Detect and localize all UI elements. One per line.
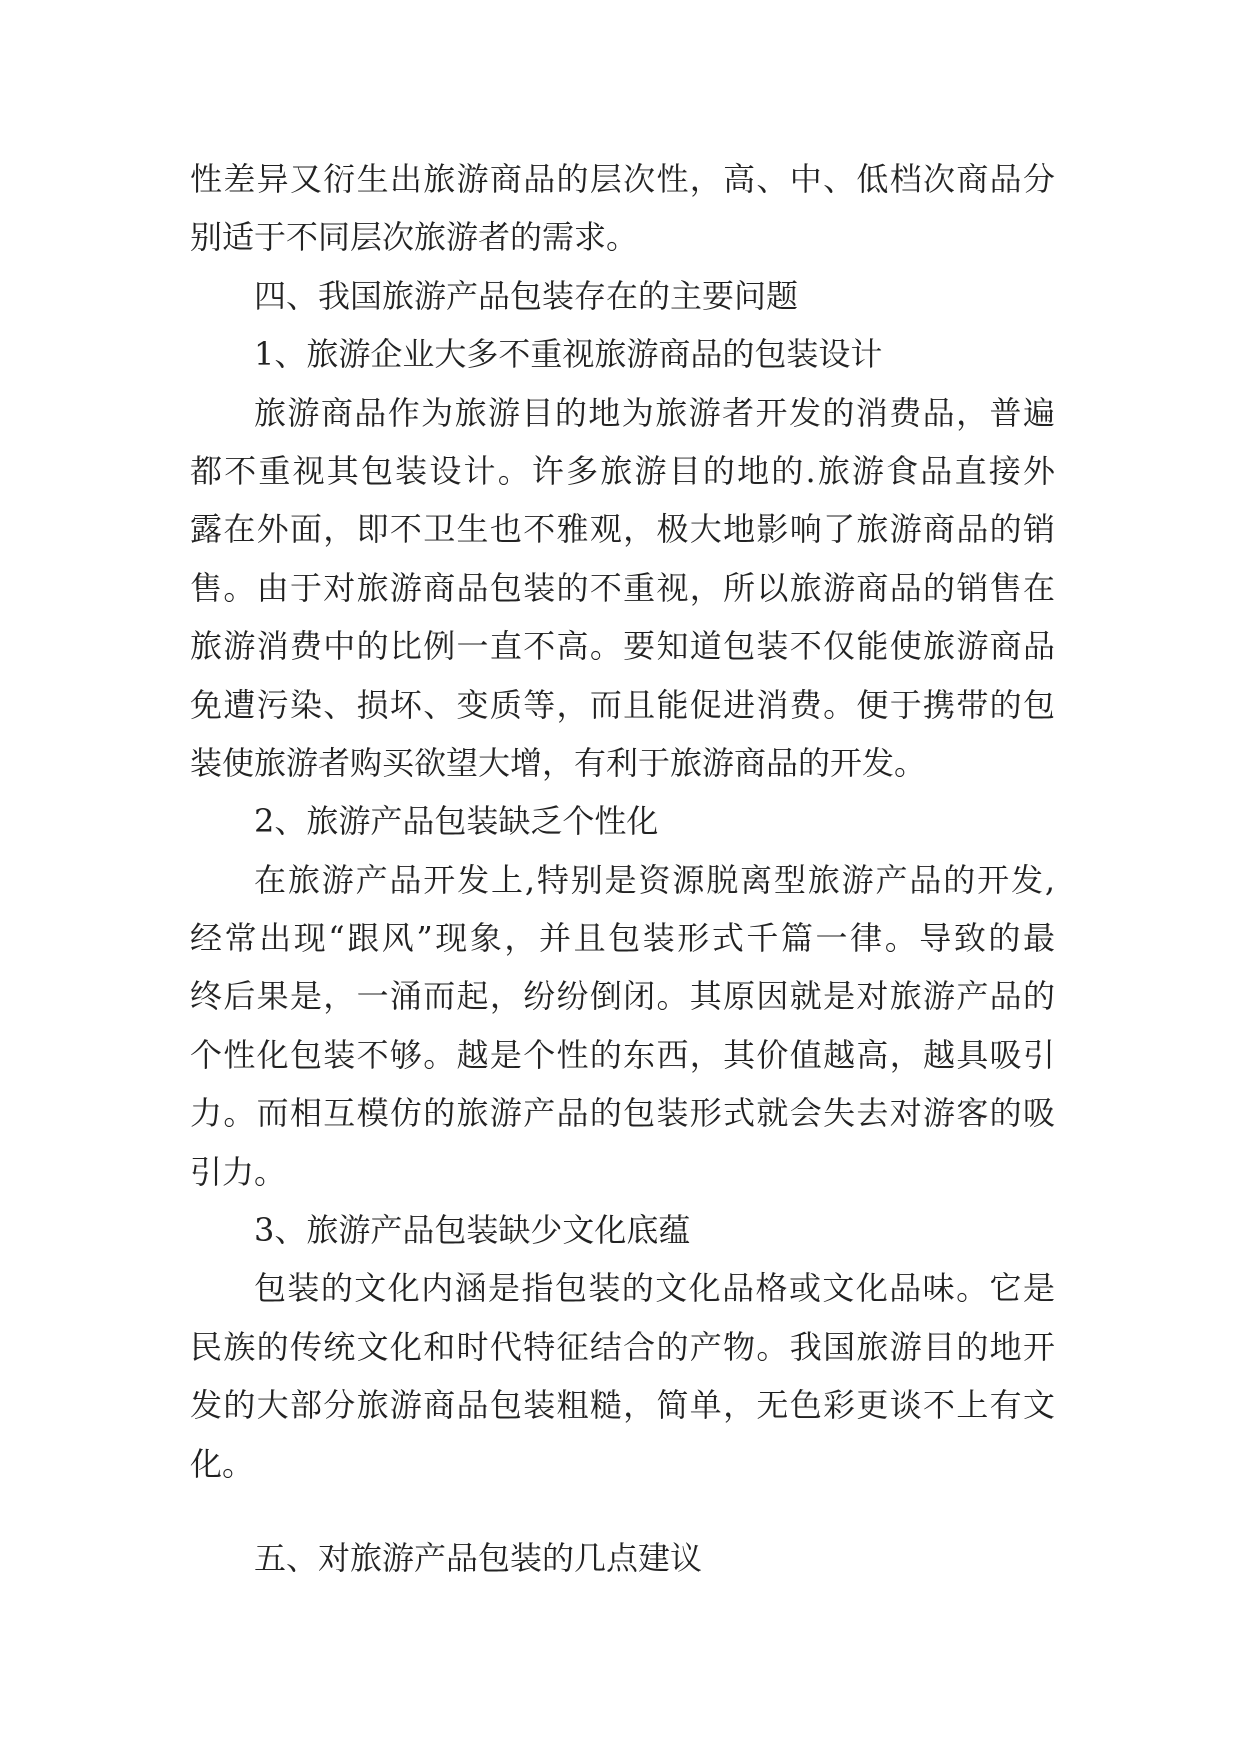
text-line: 售。由于对旅游商品包装的不重视，所以旅游商品的销售在 bbox=[190, 568, 1055, 607]
document-page bbox=[190, 150, 1055, 1587]
text-line: 性差异又衍生出旅游商品的层次性，高、中、低档次商品分 bbox=[190, 160, 1055, 198]
text-line: 民族的传统文化和时代特征结合的产物。我国旅游目的地开 bbox=[190, 1327, 1055, 1366]
text-line: 露在外面，即不卫生也不雅观，极大地影响了旅游商品的销 bbox=[190, 510, 1055, 549]
text-line: 别适于不同层次旅游者的需求。 bbox=[190, 218, 639, 257]
text-line: 都不重视其包装设计。许多旅游目的地的.旅游食品直接外 bbox=[190, 451, 1055, 490]
paragraph bbox=[190, 851, 1055, 1201]
text-line: 旅游商品作为旅游目的地为旅游者开发的消费品，普遍 bbox=[254, 393, 1055, 432]
paragraph bbox=[190, 1259, 1055, 1493]
text-line: 引力。 bbox=[190, 1152, 287, 1191]
text-line: 经常出现“跟风”现象，并且包装形式千篇一律。导致的最 bbox=[190, 919, 1055, 958]
subsection-heading: 3、旅游产品包装缺少文化底蕴 bbox=[254, 1211, 691, 1250]
text-line: 装使旅游者购买欲望大增，有利于旅游商品的开发。 bbox=[190, 743, 927, 782]
text-line: 个性化包装不够。越是个性的东西，其价值越高，越具吸引 bbox=[190, 1035, 1055, 1074]
text-line: 免遭污染、损坏、变质等，而且能促进消费。便于携带的包 bbox=[190, 685, 1055, 724]
paragraph-spacer bbox=[190, 1493, 1055, 1529]
paragraph bbox=[190, 384, 1055, 793]
subsection-heading: 2、旅游产品包装缺乏个性化 bbox=[254, 802, 659, 841]
text-line: 包装的文化内涵是指包装的文化品格或文化品味。它是 bbox=[254, 1269, 1055, 1308]
section-heading: 四、我国旅游产品包装存在的主要问题 bbox=[254, 276, 799, 315]
section-heading: 五、对旅游产品包装的几点建议 bbox=[254, 1538, 703, 1577]
text-line: 发的大部分旅游商品包装粗糙，简单，无色彩更谈不上有文 bbox=[190, 1386, 1055, 1425]
text-line: 在旅游产品开发上,特别是资源脱离型旅游产品的开发, bbox=[254, 860, 1055, 899]
text-line: 旅游消费中的比例一直不高。要知道包装不仅能使旅游商品 bbox=[190, 627, 1055, 666]
paragraph-continuation bbox=[190, 150, 1055, 267]
subsection-heading: 1、旅游企业大多不重视旅游商品的包装设计 bbox=[254, 335, 883, 374]
text-line: 力。而相互模仿的旅游产品的包装形式就会失去对游客的吸 bbox=[190, 1094, 1055, 1133]
text-line: 化。 bbox=[190, 1444, 255, 1483]
text-line: 终后果是，一涌而起，纷纷倒闭。其原因就是对旅游产品的 bbox=[190, 977, 1055, 1016]
